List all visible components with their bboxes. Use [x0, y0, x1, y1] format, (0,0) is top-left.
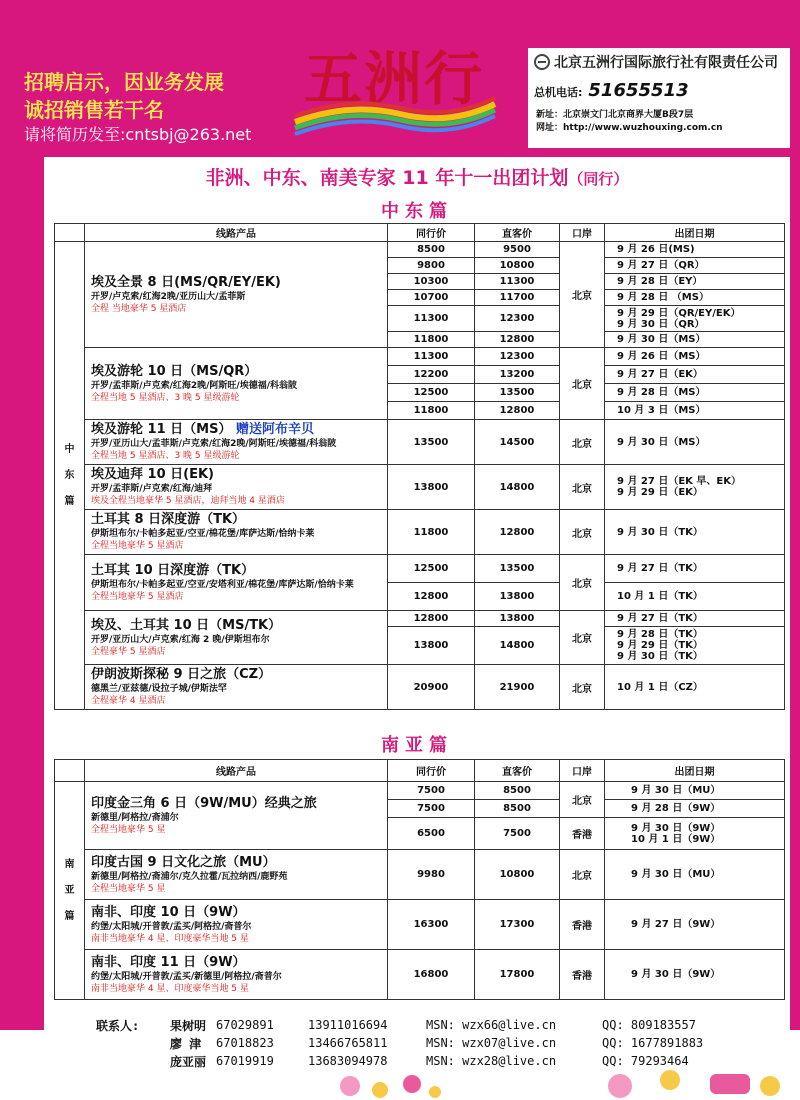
main-title-sub: （同行） — [568, 170, 629, 188]
date-cell: 10 月 1 日（CZ） — [605, 665, 785, 710]
company-info — [528, 48, 790, 148]
contact-tel: 67018823 — [216, 1036, 274, 1050]
port: 北京 — [560, 850, 605, 900]
retail-price: 13200 — [475, 366, 560, 384]
middle-east-table — [54, 223, 785, 710]
retail-price: 10800 — [475, 258, 560, 274]
recruitment-notice — [24, 68, 251, 146]
product-cell: 南非、印度 10 日（9W） 约堡/太阳城/开普敦/孟买/阿格拉/斋普尔 南非当地豪华 4 星、印度豪华当地 5 星 — [85, 900, 388, 950]
recruit-line-2: 诚招销售若干名 — [24, 98, 164, 122]
retail-price: 12800 — [475, 402, 560, 420]
retail-price: 8500 — [475, 800, 560, 818]
page-header — [0, 0, 800, 160]
product-cell: 埃及、土耳其 10 日（MS/TK） 开罗/亚历山大/卢克索/红海 2 晚/伊斯坦布尔 全程豪华 5 星酒店 — [85, 611, 388, 665]
date-cell: 9 月 28 日 （MS） — [605, 290, 785, 306]
header-blank — [55, 224, 85, 242]
header-retail-price: 直客价 — [475, 224, 560, 242]
contact-row — [96, 1034, 736, 1052]
company-name: 北京五洲行国际旅行社有限责任公司 — [554, 55, 778, 71]
table-row — [55, 242, 785, 258]
peer-price: 12200 — [388, 366, 475, 384]
date-cell: 9 月 27 日（QR） — [605, 258, 785, 274]
product-cell: 印度古国 9 日文化之旅（MU） 新德里/阿格拉/斋浦尔/克久拉霍/瓦拉纳西/鹿野苑 全程当地豪华 5 星 — [85, 850, 388, 900]
address-block — [534, 109, 784, 135]
port: 北京 — [560, 420, 605, 465]
table-row — [55, 850, 785, 900]
peer-price: 12800 — [388, 583, 475, 611]
peer-price: 16800 — [388, 950, 475, 1000]
peer-price: 11800 — [388, 510, 475, 555]
contact-row — [96, 1016, 736, 1034]
retail-price: 14800 — [475, 627, 560, 665]
contact-mobile: 13466765811 — [308, 1036, 388, 1050]
retail-price: 13800 — [475, 611, 560, 627]
peer-price: 12800 — [388, 611, 475, 627]
retail-price: 12300 — [475, 306, 560, 332]
contact-qq: QQ: 79293464 — [602, 1054, 689, 1068]
section-title-middle-east: 中东篇 — [381, 201, 453, 222]
product-cell: 埃及迪拜 10 日(EK) 开罗/孟菲斯/卢克索/红海/迪拜 埃及全程当地豪华 5 星酒店，迪拜当地 4 星酒店 — [85, 465, 388, 510]
contacts-block — [96, 1016, 736, 1070]
peer-price: 11300 — [388, 348, 475, 366]
region-label-middle-east: 中东篇 — [55, 242, 85, 710]
table-row — [55, 950, 785, 1000]
retail-price: 10800 — [475, 850, 560, 900]
date-cell: 9 月 26 日（MS） — [605, 348, 785, 366]
header-retail-price: 直客价 — [475, 760, 560, 782]
main-title-text: 非洲、中东、南美专家 11 年十一出团计划 — [205, 167, 569, 189]
contact-name: 廖 津 — [170, 1036, 202, 1051]
retail-price: 11700 — [475, 290, 560, 306]
contact-name: 果树明 — [170, 1018, 207, 1033]
date-cell: 10 月 1 日（TK） — [605, 583, 785, 611]
header-peer-price: 同行价 — [388, 760, 475, 782]
peer-price: 8500 — [388, 242, 475, 258]
brand-logo — [290, 22, 500, 142]
port: 北京 — [560, 782, 605, 818]
contact-name: 庞亚丽 — [170, 1054, 207, 1069]
contact-mobile: 13911016694 — [308, 1018, 388, 1032]
company-name-row — [534, 52, 784, 72]
retail-price: 7500 — [475, 818, 560, 850]
retail-price: 17300 — [475, 900, 560, 950]
peer-price: 10300 — [388, 274, 475, 290]
date-cell: 9 月 30 日（MS） — [605, 332, 785, 348]
table-row — [55, 611, 785, 627]
peer-price: 13500 — [388, 420, 475, 465]
contact-row — [96, 1052, 736, 1070]
date-cell: 9 月 28 日（TK） 9 月 29 日（TK） 9 月 30 日（TK） — [605, 627, 785, 665]
section-title-south-asia: 南亚篇 — [381, 735, 453, 756]
date-cell: 9 月 27 日（TK） — [605, 611, 785, 627]
peer-price: 9980 — [388, 850, 475, 900]
header-product: 线路产品 — [85, 760, 388, 782]
peer-price: 12500 — [388, 555, 475, 583]
date-cell: 9 月 28 日（MS） — [605, 384, 785, 402]
port: 北京 — [560, 242, 605, 348]
port: 香港 — [560, 818, 605, 850]
retail-price: 13500 — [475, 384, 560, 402]
table-row — [55, 665, 785, 710]
address: 新址：北京崇文门北京商界大厦B段7层 — [536, 110, 694, 120]
recruit-line-1: 招聘启示，因业务发展 — [24, 70, 224, 94]
date-cell: 9 月 27 日（EK） — [605, 366, 785, 384]
product-cell: 南非、印度 11 日（9W） 约堡/太阳城/开普敦/孟买/新德里/阿格拉/斋普尔 南非当地豪华 4 星、印度豪华当地 5 星 — [85, 950, 388, 1000]
table-row — [55, 900, 785, 950]
date-cell: 9 月 30 日（MU） — [605, 850, 785, 900]
product-cell: 埃及游轮 10 日（MS/QR） 开罗/孟菲斯/卢克索/红海2晚/阿斯旺/埃德福/科翁陂 全程当地 5 星酒店、3 晚 5 星级游轮 — [85, 348, 388, 420]
logo-text: 五洲行 — [304, 45, 485, 113]
table-row — [55, 465, 785, 510]
retail-price: 14500 — [475, 420, 560, 465]
table-header-row — [55, 224, 785, 242]
table-row — [55, 555, 785, 583]
recruit-email: 请将简历发至:cntsbj@263.net — [24, 125, 252, 144]
table-row — [55, 420, 785, 465]
retail-price: 12300 — [475, 348, 560, 366]
date-cell: 9 月 28 日（EY） — [605, 274, 785, 290]
south-asia-table — [54, 759, 785, 1000]
retail-price: 12800 — [475, 510, 560, 555]
peer-price: 11300 — [388, 306, 475, 332]
contact-qq: QQ: 1677891883 — [602, 1036, 704, 1050]
port: 香港 — [560, 950, 605, 1000]
fireworks-decoration-icon — [330, 1068, 450, 1100]
port: 北京 — [560, 510, 605, 555]
peer-price: 12500 — [388, 384, 475, 402]
date-cell: 9 月 28 日（9W） — [605, 800, 785, 818]
peer-price: 13800 — [388, 465, 475, 510]
company-logo-icon — [534, 54, 550, 70]
peer-price: 10700 — [388, 290, 475, 306]
date-cell: 10 月 3 日（MS） — [605, 402, 785, 420]
product-cell: 印度金三角 6 日（9W/MU）经典之旅 新德里/阿格拉/斋浦尔 全程当地豪华 5 星 — [85, 782, 388, 850]
peer-price: 13800 — [388, 627, 475, 665]
contact-mobile: 13683094978 — [308, 1054, 388, 1068]
header-port: 口岸 — [560, 760, 605, 782]
port: 北京 — [560, 665, 605, 710]
contact-tel: 67029891 — [216, 1018, 274, 1032]
date-cell: 9 月 27 日（EK 早、EK） 9 月 29 日（EK） — [605, 465, 785, 510]
contacts-label: 联系人: — [96, 1018, 140, 1033]
phone-label: 总机电话: — [534, 86, 583, 99]
table-row — [55, 782, 785, 800]
product-cell: 埃及全景 8 日(MS/QR/EY/EK) 开罗/卢克索/红海2晚/亚历山大/孟菲斯 全程 当地豪华 5 星酒店 — [85, 242, 388, 348]
header-blank — [55, 760, 85, 782]
table-row — [55, 510, 785, 555]
date-cell: 9 月 29 日（QR/EY/EK） 9 月 30 日（QR） — [605, 306, 785, 332]
peer-price: 16300 — [388, 900, 475, 950]
retail-price: 21900 — [475, 665, 560, 710]
header-peer-price: 同行价 — [388, 224, 475, 242]
rainbow-swoosh-icon — [290, 92, 500, 142]
retail-price: 14800 — [475, 465, 560, 510]
date-cell: 9 月 30 日（9W） 10 月 1 日（9W） — [605, 818, 785, 850]
table-header-row — [55, 760, 785, 782]
peer-price: 7500 — [388, 800, 475, 818]
contact-msn: MSN: wzx28@live.cn — [426, 1054, 557, 1068]
peer-price: 6500 — [388, 818, 475, 850]
port: 北京 — [560, 348, 605, 420]
header-date: 出团日期 — [605, 760, 785, 782]
peer-price: 11800 — [388, 332, 475, 348]
phone-row — [534, 80, 784, 101]
header-port: 口岸 — [560, 224, 605, 242]
contact-tel: 67019919 — [216, 1054, 274, 1068]
port: 北京 — [560, 465, 605, 510]
main-title — [44, 163, 790, 190]
retail-price: 8500 — [475, 782, 560, 800]
contact-msn: MSN: wzx66@live.cn — [426, 1018, 557, 1032]
product-cell: 土耳其 10 日深度游（TK） 伊斯坦布尔/卡帕多起亚/空亚/安塔利亚/棉花堡/库萨达斯/恰纳卡莱 全程当地豪华 5 星酒店 — [85, 555, 388, 611]
header-product: 线路产品 — [85, 224, 388, 242]
retail-price: 11300 — [475, 274, 560, 290]
date-cell: 9 月 27 日（9W） — [605, 900, 785, 950]
retail-price: 12800 — [475, 332, 560, 348]
retail-price: 13800 — [475, 583, 560, 611]
date-cell: 9 月 27 日（TK） — [605, 555, 785, 583]
date-cell: 9 月 26 日(MS) — [605, 242, 785, 258]
peer-price: 9800 — [388, 258, 475, 274]
retail-price: 9500 — [475, 242, 560, 258]
date-cell: 9 月 30 日（MS） — [605, 420, 785, 465]
website: 网址：http://www.wuzhouxing.com.cn — [536, 123, 723, 133]
region-label-south-asia: 南亚篇 — [55, 782, 85, 1000]
port: 香港 — [560, 900, 605, 950]
port: 北京 — [560, 555, 605, 611]
peer-price: 7500 — [388, 782, 475, 800]
contact-qq: QQ: 809183557 — [602, 1018, 696, 1032]
peer-price: 11800 — [388, 402, 475, 420]
date-cell: 9 月 30 日（MU） — [605, 782, 785, 800]
product-cell: 伊朗波斯探秘 9 日之旅（CZ） 德黑兰/亚兹德/设拉子城/伊斯法罕 全程豪华 4 星酒店 — [85, 665, 388, 710]
content-panel — [44, 157, 790, 1030]
product-cell: 埃及游轮 11 日（MS） 赠送阿布辛贝 开罗/亚历山大/孟菲斯/卢克索/红海2晚/阿斯旺/埃德福/科翁陂 全程当地 5 星酒店、3 晚 5 星级游轮 — [85, 420, 388, 465]
peer-price: 20900 — [388, 665, 475, 710]
retail-price: 13500 — [475, 555, 560, 583]
date-cell: 9 月 30 日（9W） — [605, 950, 785, 1000]
contact-msn: MSN: wzx07@live.cn — [426, 1036, 557, 1050]
product-cell: 土耳其 8 日深度游（TK） 伊斯坦布尔/卡帕多起亚/空亚/棉花堡/库萨达斯/恰纳卡莱 全程当地豪华 5 星酒店 — [85, 510, 388, 555]
header-date: 出团日期 — [605, 224, 785, 242]
date-cell: 9 月 30 日（TK） — [605, 510, 785, 555]
table-row — [55, 348, 785, 366]
retail-price: 17800 — [475, 950, 560, 1000]
port: 北京 — [560, 611, 605, 665]
phone-number: 51655513 — [588, 80, 689, 101]
